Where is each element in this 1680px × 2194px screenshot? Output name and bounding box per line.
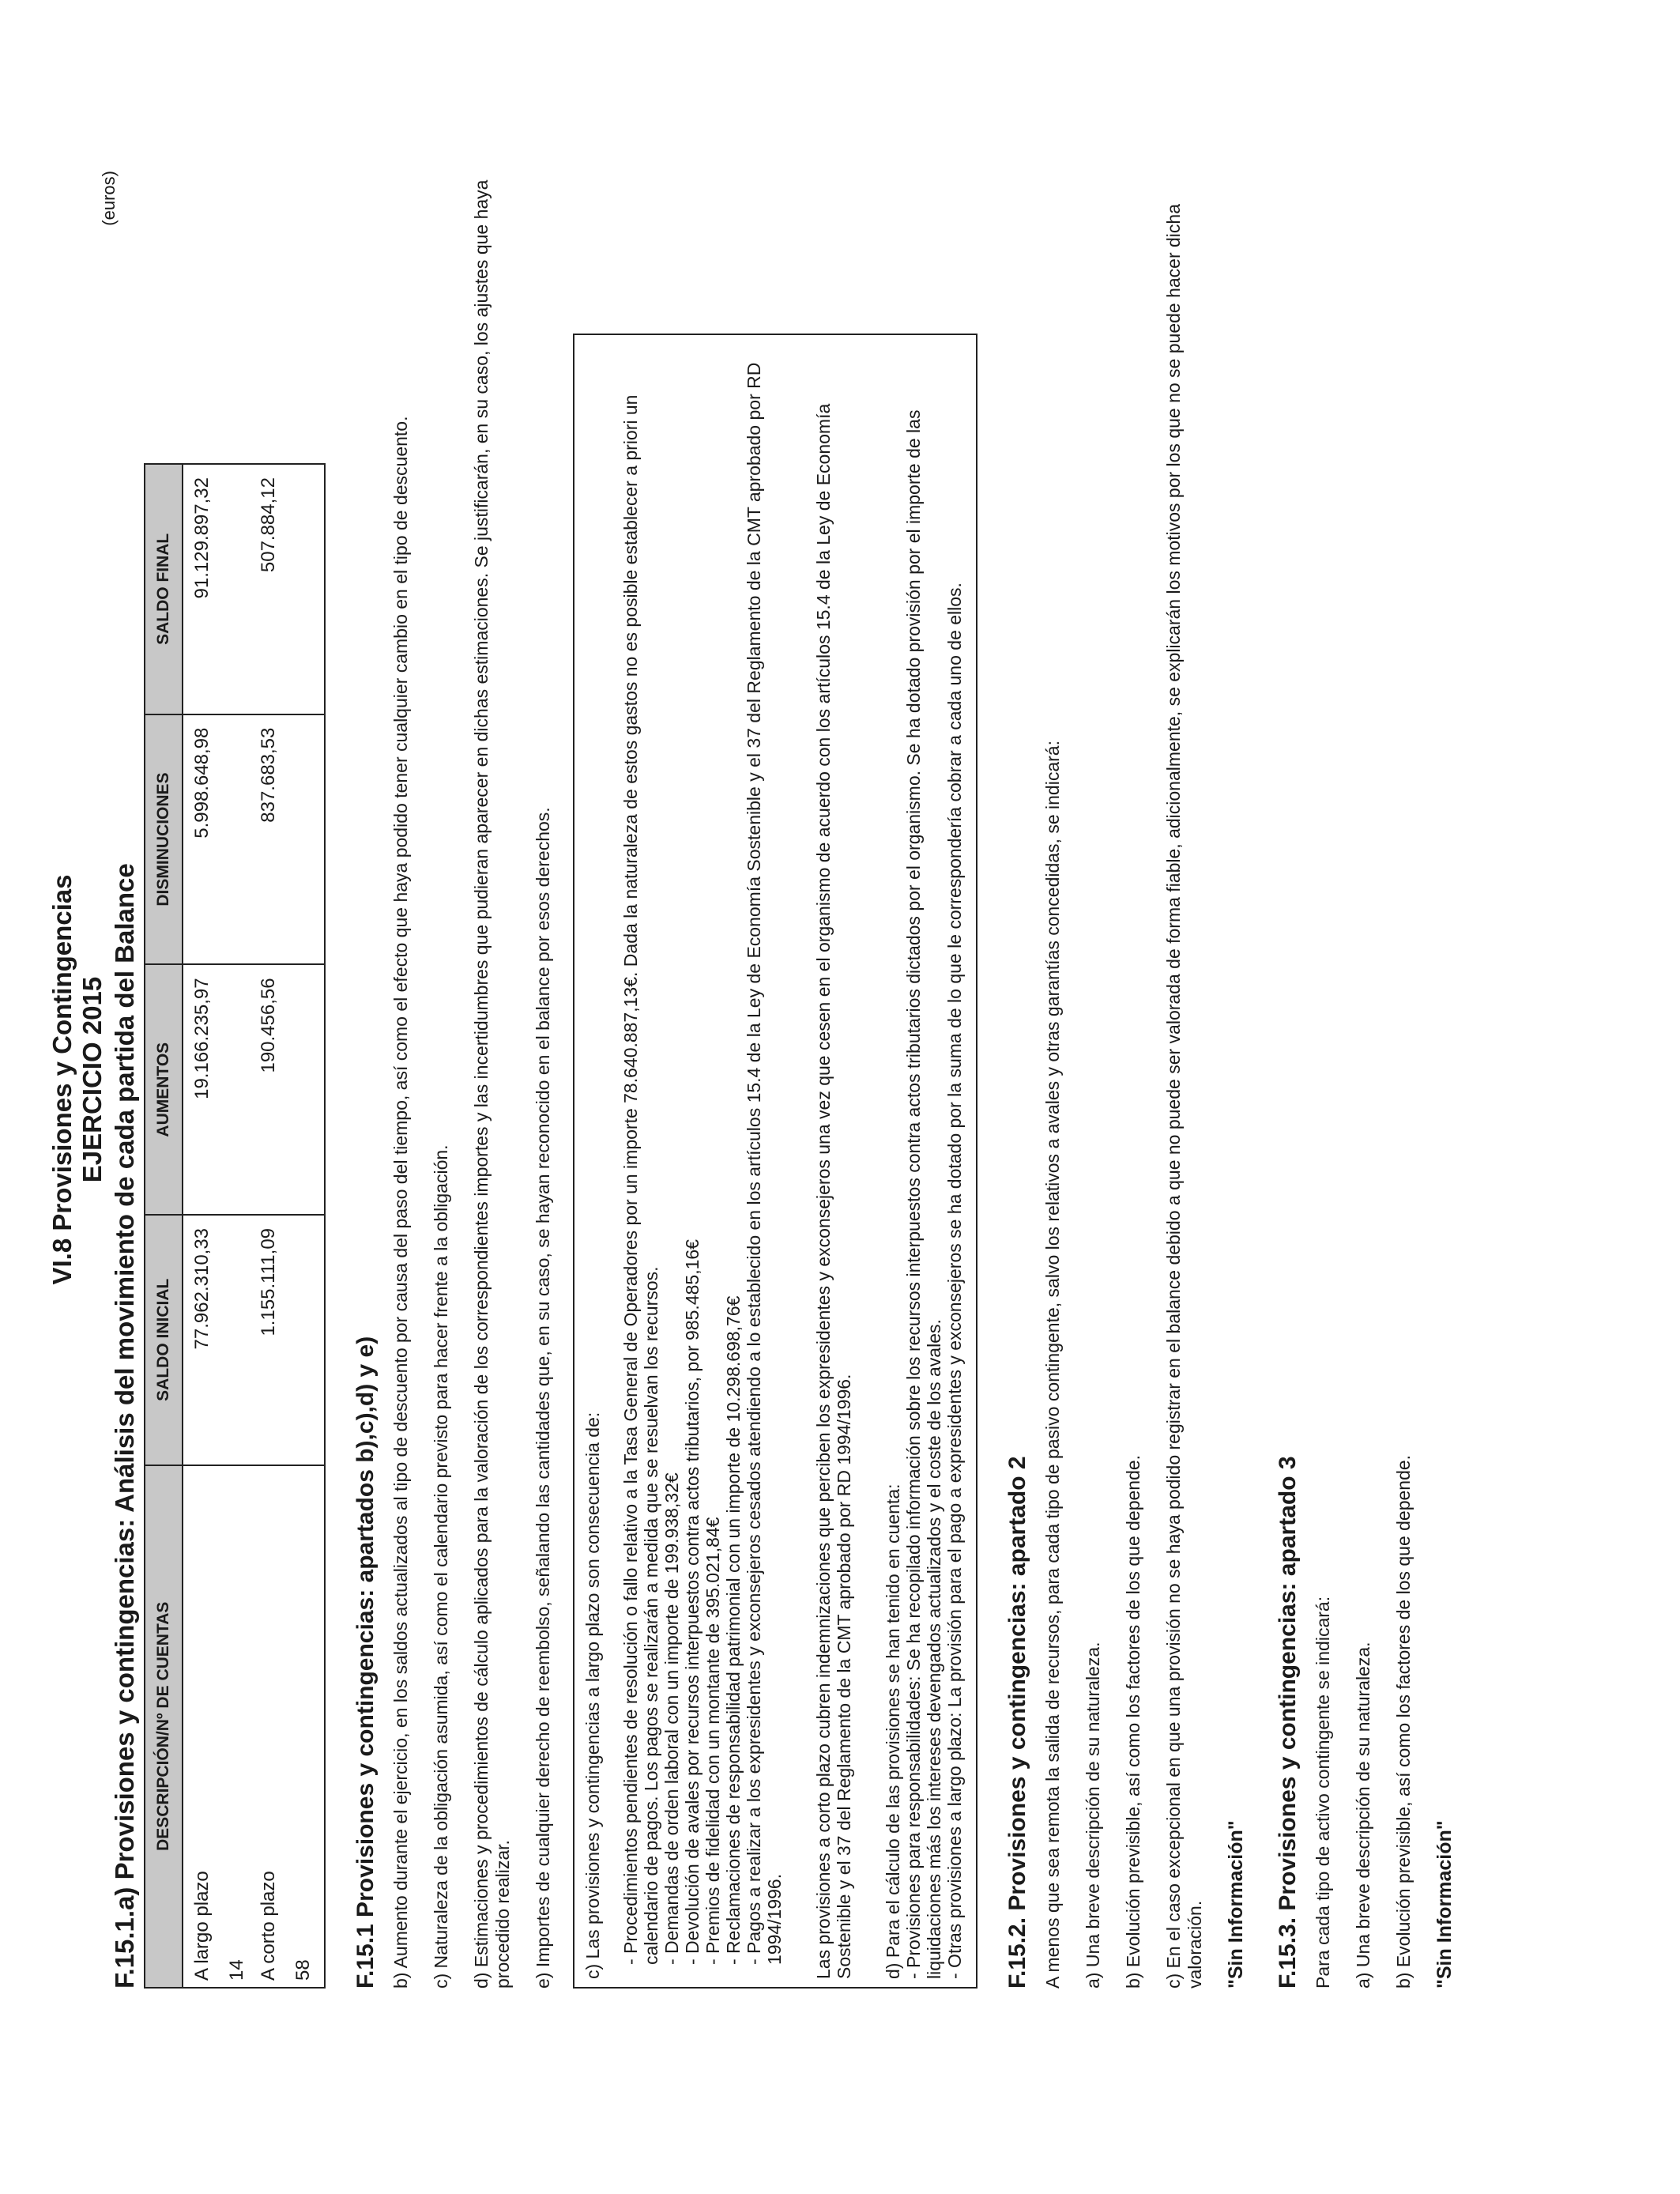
table-title: [99, 171, 141, 1989]
box-c-list-item: - Premios de fidelidad con un montante de 395.021,84€: [703, 1517, 723, 1965]
table-row: [281, 464, 325, 1988]
header-aumentos: AUMENTOS: [145, 964, 183, 1215]
header-descripcion: DESCRIPCIÓN/Nº DE CUENTAS: [145, 1465, 183, 1988]
section3-heading: F.15.3. Provisiones y contingencias: apartado 3: [1275, 1456, 1301, 1989]
section1-item-b: b) Aumento durante el ejercicio, en los saldos actualizados al tipo de descuento por causa del paso del tiempo, así como el efecto que haya podido tener cualquier cambio en el tipo de descuento.: [390, 416, 411, 1989]
section2-sin-informacion: "Sin Información": [1225, 1820, 1247, 1989]
box-c-procedimientos: - Procedimientos pendientes de resolución o fallo relativo a la Tasa General de Operadores por un importe 78.640.887,13€. Dada la naturaleza de estos gastos no es posible establecer a priori un calendario de pagos. Los pagos se realizarán a medida que se resuelvan los recursos.: [620, 394, 661, 1965]
section2-heading: F.15.2. Provisiones y contingencias: apartado 2: [1004, 1456, 1030, 1989]
row-saldo-inicial: 1.155.111,09: [250, 1215, 281, 1465]
box-d-intro: d) Para el cálculo de las provisiones se han tenido en cuenta:: [883, 1483, 903, 1979]
row-saldo-final: 91.129.897,32: [183, 464, 215, 714]
box-d-responsabilidades: - Provisiones para responsabilidades: Se ha recopilado información sobre los recursos interpuestos contra actos tributarios dictados por el organismo. Se ha dotado provisión por el importe de las liquidaciones más los intereses devengados actualizados y el coste de los avales.: [903, 409, 944, 1979]
row-code: 58: [281, 1465, 325, 1988]
section1-item-c: c) Naturaleza de la obligación asumida, así como el calendario previsto para hacer frente a la obligación.: [431, 1144, 451, 1989]
document-subtitle: EJERCICIO 2015: [77, 976, 107, 1183]
section3-item-a: a) Una breve descripción de su naturaleza.: [1353, 1642, 1373, 1989]
row-desc: A largo plazo: [183, 1465, 215, 1988]
box-d-otras: - Otras provisiones a largo plazo: La provisión para el pago a expresidentes y exconsejeros se ha dotado por la suma de lo que le correspondería cobrar a cada uno de ellos.: [944, 582, 965, 1979]
box-corto-plazo: Las provisiones a corto plazo cubren indemnizaciones que perciben los expresidentes y exconsejeros una vez que cesen en el organismo de acuerdo con los artículos 15.4 de la Ley de Economía Sostenible y el 37 del Reglamento de la CMT aprobado por RD 1994/1996.: [813, 403, 854, 1979]
row-aumentos: 190.456,56: [250, 964, 281, 1215]
row-code: 14: [215, 1465, 250, 1988]
row-disminuciones: 837.683,53: [250, 714, 281, 965]
section3-sin-informacion: "Sin Información": [1433, 1820, 1456, 1989]
section2-item-a: a) Una breve descripción de su naturaleza.: [1083, 1642, 1103, 1989]
box-c-pagos: - Pagos a realizar a los expresidentes y exconsejeros cesados atendiendo a lo establecido en los artículos 15.4 de la Ley de Economía Sostenible y el 37 del Reglamento de la CMT aprobado por RD 1994/1996.: [744, 362, 785, 1965]
row-saldo-inicial: 77.962.310,33: [183, 1215, 215, 1465]
header-saldo-inicial: SALDO INICIAL: [145, 1215, 183, 1465]
row-desc: A corto plazo: [250, 1465, 281, 1988]
header-disminuciones: DISMINUCIONES: [145, 714, 183, 965]
row-aumentos: 19.166.235,97: [183, 964, 215, 1215]
document-title: VI.8 Provisiones y Contingencias: [47, 874, 77, 1285]
section3-item-b: b) Evolución previsible, así como los factores de los que depende.: [1393, 1454, 1414, 1989]
row-saldo-final: 507.884,12: [250, 464, 281, 714]
table-header-row: [145, 464, 183, 1988]
section3-intro: Para cada tipo de activo contingente se indicará:: [1313, 1596, 1333, 1989]
section1-item-e: e) Importes de cualquier derecho de reembolso, señalando las cantidades que, en su caso, se hayan reconocido en el balance por esos derechos.: [533, 807, 553, 1989]
section2-intro: A menos que sea remota la salida de recursos, para cada tipo de pasivo contingente, salvo los relativos a avales y otras garantías concedidas, se indicará:: [1042, 741, 1063, 1989]
section2-item-c: c) En el caso excepcional en que una provisión no se haya podido registrar en el balance debido a que no puede ser valorada de forma fiable, adicionalmente, se explicarán los motivos por los que no se puede hacer dicha valoración.: [1163, 204, 1205, 1989]
box-c-list-item: - Reclamaciones de responsabilidad patrimonial con un importe de 10.298.698,76€: [723, 1295, 744, 1965]
box-c-list-item: - Demandas de orden laboral con un importe de 199.938,32€: [661, 1472, 682, 1965]
table-row: [183, 464, 215, 1988]
table-row: [215, 464, 250, 1988]
section1-heading: F.15.1 Provisiones y contingencias: apartados b),c),d) y e): [352, 1336, 379, 1989]
page-content: [47, 171, 1480, 1989]
section2-item-b: b) Evolución previsible, así como los factores de los que depende.: [1123, 1454, 1143, 1989]
information-box: [573, 334, 977, 1989]
box-c-list-item: - Devolución de avales por recursos interpuestos contra actos tributarios, por 985.485,16€: [682, 1239, 703, 1965]
table-row: [250, 464, 281, 1988]
header-saldo-final: SALDO FINAL: [145, 464, 183, 714]
table-title-text: F.15.1.a) Provisiones y contingencias: Análisis del movimiento de cada partida del Balance: [110, 863, 139, 1989]
row-disminuciones: 5.998.648,98: [183, 714, 215, 965]
movement-table: [144, 463, 326, 1989]
box-c-intro: c) Las provisiones y contingencias a largo plazo son consecuencia de:: [582, 1412, 603, 1979]
unit-label: (euros): [99, 171, 119, 226]
section1-item-d: d) Estimaciones y procedimientos de cálculo aplicados para la valoración de los correspondientes importes y las incertidumbres que pudieran aparecer en dichas estimaciones. Se justificarán, en su caso, los ajustes que haya procedido realizar.: [471, 179, 513, 1989]
